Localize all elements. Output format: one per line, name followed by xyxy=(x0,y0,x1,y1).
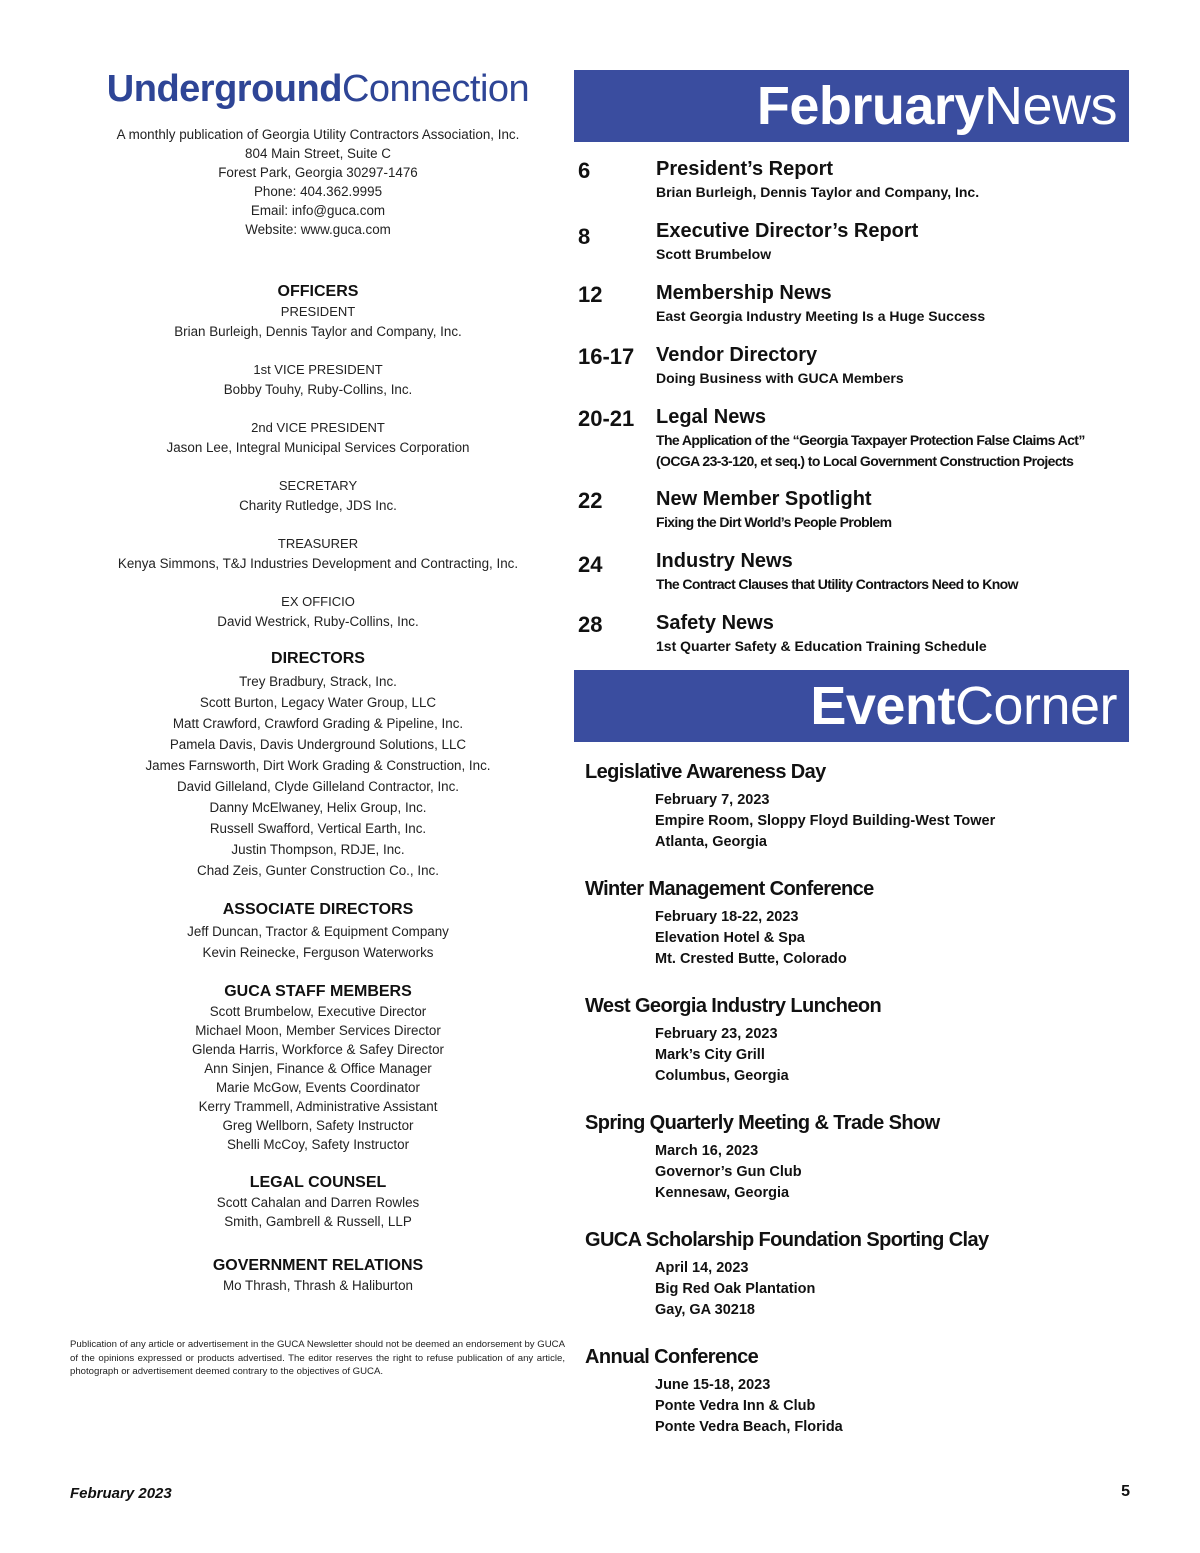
staff-member: Marie McGow, Events Coordinator xyxy=(216,1080,420,1095)
event-item xyxy=(585,758,1135,875)
staff-member: Ann Sinjen, Finance & Office Manager xyxy=(204,1061,432,1076)
legal-counsel-section xyxy=(68,1174,568,1231)
february-news-banner xyxy=(574,70,1129,142)
toc-title: Vendor Directory xyxy=(656,344,818,366)
event-venue: Big Red Oak Plantation xyxy=(655,1281,816,1297)
director-name: James Farnsworth, Dirt Work Grading & Construction, Inc. xyxy=(145,758,491,773)
address-line: 804 Main Street, Suite C xyxy=(245,146,391,161)
toc-title: Safety News xyxy=(656,612,774,634)
toc-page-number: 28 xyxy=(578,612,603,637)
toc-page-number: 6 xyxy=(578,158,591,183)
legal-counsel-line: Scott Cahalan and Darren Rowles xyxy=(216,1195,420,1210)
event-name: West Georgia Industry Luncheon xyxy=(585,995,882,1017)
event-venue: Ponte Vedra Inn & Club xyxy=(655,1398,816,1414)
event-location: Gay, GA 30218 xyxy=(655,1302,755,1318)
toc-body xyxy=(656,404,1136,472)
associate-directors-title: ASSOCIATE DIRECTORS xyxy=(222,901,414,918)
event-date: March 16, 2023 xyxy=(655,1143,759,1159)
legal-counsel-title: LEGAL COUNSEL xyxy=(249,1174,387,1191)
banner-thin: News xyxy=(983,76,1117,136)
event-location: Ponte Vedra Beach, Florida xyxy=(655,1419,843,1435)
event-location: Atlanta, Georgia xyxy=(655,834,767,850)
toc-title: New Member Spotlight xyxy=(656,488,872,510)
director-name: Matt Crawford, Crawford Grading & Pipeline, Inc. xyxy=(172,716,464,731)
toc-subtitle: East Georgia Industry Meeting Is a Huge Success xyxy=(656,308,986,324)
toc-title: Executive Director’s Report xyxy=(656,220,919,242)
toc-entry[interactable] xyxy=(578,156,1138,218)
officer-ex-officio xyxy=(68,592,568,632)
toc-body xyxy=(656,156,1136,203)
phone-line: Phone: 404.362.9995 xyxy=(253,184,383,199)
event-location: Mt. Crested Butte, Colorado xyxy=(655,951,847,967)
toc-entry[interactable] xyxy=(578,610,1138,672)
toc-subtitle: The Application of the “Georgia Taxpayer Protection False Claims Act” xyxy=(656,432,1085,448)
table-of-contents xyxy=(578,156,1138,672)
staff-member: Greg Wellborn, Safety Instructor xyxy=(222,1118,414,1133)
toc-body xyxy=(656,280,1136,327)
officers-title: OFFICERS xyxy=(277,283,359,300)
toc-subtitle: The Contract Clauses that Utility Contractors Need to Know xyxy=(656,576,1018,592)
toc-body xyxy=(656,486,1136,533)
government-relations-title: GOVERNMENT RELATIONS xyxy=(212,1257,424,1274)
legal-counsel-line: Smith, Gambrell & Russell, LLP xyxy=(224,1214,412,1229)
staff-member: Glenda Harris, Workforce & Safey Director xyxy=(191,1042,445,1057)
event-item xyxy=(585,1343,1135,1460)
officer-role: 1st VICE PRESIDENT xyxy=(253,362,383,377)
directors-section xyxy=(68,650,568,881)
director-name: Russell Swafford, Vertical Earth, Inc. xyxy=(209,821,427,836)
event-details xyxy=(655,1141,1135,1204)
event-item xyxy=(585,992,1135,1109)
toc-subtitle: Fixing the Dirt World’s People Problem xyxy=(656,514,892,530)
city-line: Forest Park, Georgia 30297-1476 xyxy=(218,165,418,180)
toc-page-number: 8 xyxy=(578,224,591,249)
toc-body xyxy=(656,218,1136,265)
event-list xyxy=(585,758,1135,1460)
toc-subtitle: Brian Burleigh, Dennis Taylor and Company, Inc. xyxy=(656,184,980,200)
toc-body xyxy=(656,342,1136,389)
event-item xyxy=(585,1109,1135,1226)
director-name: Chad Zeis, Gunter Construction Co., Inc. xyxy=(197,863,439,878)
event-details xyxy=(655,1258,1135,1321)
event-details xyxy=(655,907,1135,970)
publication-line: A monthly publication of Georgia Utility Contractors Association, Inc. xyxy=(116,127,520,142)
toc-page-number: 22 xyxy=(578,488,603,513)
event-details xyxy=(655,1375,1135,1438)
masthead-thin: Connection xyxy=(341,68,530,110)
associate-directors-section xyxy=(68,901,568,963)
director-name: Trey Bradbury, Strack, Inc. xyxy=(239,674,397,689)
event-corner-banner xyxy=(574,670,1129,742)
masthead-logo xyxy=(68,68,568,111)
director-name: Danny McElwaney, Helix Group, Inc. xyxy=(209,800,427,815)
toc-body xyxy=(656,548,1136,595)
directors-title: DIRECTORS xyxy=(271,650,365,667)
event-details xyxy=(655,790,1135,853)
staff-member: Shelli McCoy, Safety Instructor xyxy=(226,1137,410,1152)
staff-title: GUCA STAFF MEMBERS xyxy=(224,983,412,1000)
associate-director-name: Jeff Duncan, Tractor & Equipment Company xyxy=(187,924,449,939)
officer-role: SECRETARY xyxy=(278,478,358,493)
toc-body xyxy=(656,610,1136,657)
event-date: February 7, 2023 xyxy=(655,792,770,808)
event-date: February 23, 2023 xyxy=(655,1026,778,1042)
banner-bold: Event xyxy=(810,676,955,736)
officer-2nd-vp xyxy=(68,418,568,458)
website-line: Website: www.guca.com xyxy=(245,222,391,237)
toc-entry[interactable] xyxy=(578,280,1138,342)
toc-entry[interactable] xyxy=(578,342,1138,404)
banner-bold: February xyxy=(756,76,984,136)
officer-1st-vp xyxy=(68,360,568,400)
director-name: Justin Thompson, RDJE, Inc. xyxy=(231,842,405,857)
toc-title: Membership News xyxy=(656,282,832,304)
toc-title: President’s Report xyxy=(656,158,834,180)
disclaimer: Publication of any article or advertisement in the GUCA Newsletter should not be deemed an endorsement by GUCA of the opinions expressed or products advertised. The editor reserves the right to refuse publication of any article, photograph or advertisement deemed contrary to the objectives of GUCA. xyxy=(70,1339,565,1377)
toc-entry[interactable] xyxy=(578,218,1138,280)
director-name: Scott Burton, Legacy Water Group, LLC xyxy=(199,695,437,710)
event-date: April 14, 2023 xyxy=(655,1260,749,1276)
left-column xyxy=(68,68,568,1295)
event-venue: Empire Room, Sloppy Floyd Building-West Tower xyxy=(655,813,996,829)
toc-entry[interactable] xyxy=(578,404,1138,486)
masthead-bold: Underground xyxy=(106,68,342,110)
banner-thin: Corner xyxy=(954,676,1117,736)
officer-name: Charity Rutledge, JDS Inc. xyxy=(239,498,397,513)
event-details xyxy=(655,1024,1135,1087)
toc-subtitle: 1st Quarter Safety & Education Training Schedule xyxy=(656,638,987,654)
officer-treasurer xyxy=(68,534,568,574)
staff-member: Scott Brumbelow, Executive Director xyxy=(209,1004,427,1019)
officer-name: Bobby Touhy, Ruby-Collins, Inc. xyxy=(223,382,413,397)
government-relations-line: Mo Thrash, Thrash & Haliburton xyxy=(222,1278,414,1293)
footer-date: February 2023 xyxy=(70,1485,172,1502)
event-name: Spring Quarterly Meeting & Trade Show xyxy=(585,1112,940,1134)
toc-subtitle: Doing Business with GUCA Members xyxy=(656,370,904,386)
email-line: Email: info@guca.com xyxy=(250,203,386,218)
officer-name: David Westrick, Ruby-Collins, Inc. xyxy=(217,614,419,629)
staff-member: Kerry Trammell, Administrative Assistant xyxy=(198,1099,438,1114)
officer-secretary xyxy=(68,476,568,516)
officer-name: Kenya Simmons, T&J Industries Development and Contracting, Inc. xyxy=(117,556,519,571)
officer-role: EX OFFICIO xyxy=(281,594,355,609)
event-name: Winter Management Conference xyxy=(585,878,874,900)
toc-title: Legal News xyxy=(656,406,767,428)
event-location: Kennesaw, Georgia xyxy=(655,1185,790,1201)
event-item xyxy=(585,1226,1135,1343)
toc-entry[interactable] xyxy=(578,548,1138,610)
event-venue: Mark’s City Grill xyxy=(655,1047,765,1063)
page-number: 5 xyxy=(1121,1483,1130,1500)
officer-role: PRESIDENT xyxy=(280,304,356,319)
publication-info xyxy=(68,125,568,239)
toc-page-number: 20-21 xyxy=(578,406,635,431)
staff-section xyxy=(68,983,568,1154)
toc-subtitle-line-2: (OCGA 23-3-120, et seq.) to Local Government Construction Projects xyxy=(656,453,1074,469)
officer-name: Jason Lee, Integral Municipal Services Corporation xyxy=(166,440,470,455)
event-date: February 18-22, 2023 xyxy=(655,909,799,925)
toc-page-number: 12 xyxy=(578,282,603,307)
director-name: Pamela Davis, Davis Underground Solutions, LLC xyxy=(169,737,467,752)
director-name: David Gilleland, Clyde Gilleland Contractor, Inc. xyxy=(176,779,460,794)
officer-president xyxy=(68,302,568,342)
event-location: Columbus, Georgia xyxy=(655,1068,789,1084)
associate-director-name: Kevin Reinecke, Ferguson Waterworks xyxy=(202,945,434,960)
toc-entry[interactable] xyxy=(578,486,1138,548)
toc-page-number: 16-17 xyxy=(578,344,635,369)
event-item xyxy=(585,875,1135,992)
staff-member: Michael Moon, Member Services Director xyxy=(195,1023,441,1038)
officer-role: 2nd VICE PRESIDENT xyxy=(251,420,385,435)
event-date: June 15-18, 2023 xyxy=(655,1377,771,1393)
event-name: GUCA Scholarship Foundation Sporting Clay xyxy=(585,1229,989,1251)
government-relations-section xyxy=(68,1257,568,1295)
event-venue: Governor’s Gun Club xyxy=(655,1164,802,1180)
toc-title: Industry News xyxy=(656,550,793,572)
toc-page-number: 24 xyxy=(578,552,603,577)
event-name: Annual Conference xyxy=(585,1346,759,1368)
officers-section xyxy=(68,283,568,632)
officer-role: TREASURER xyxy=(277,536,359,551)
event-name: Legislative Awareness Day xyxy=(585,761,826,783)
event-venue: Elevation Hotel & Spa xyxy=(655,930,805,946)
toc-subtitle: Scott Brumbelow xyxy=(656,246,772,262)
officer-name: Brian Burleigh, Dennis Taylor and Company, Inc. xyxy=(174,324,462,339)
